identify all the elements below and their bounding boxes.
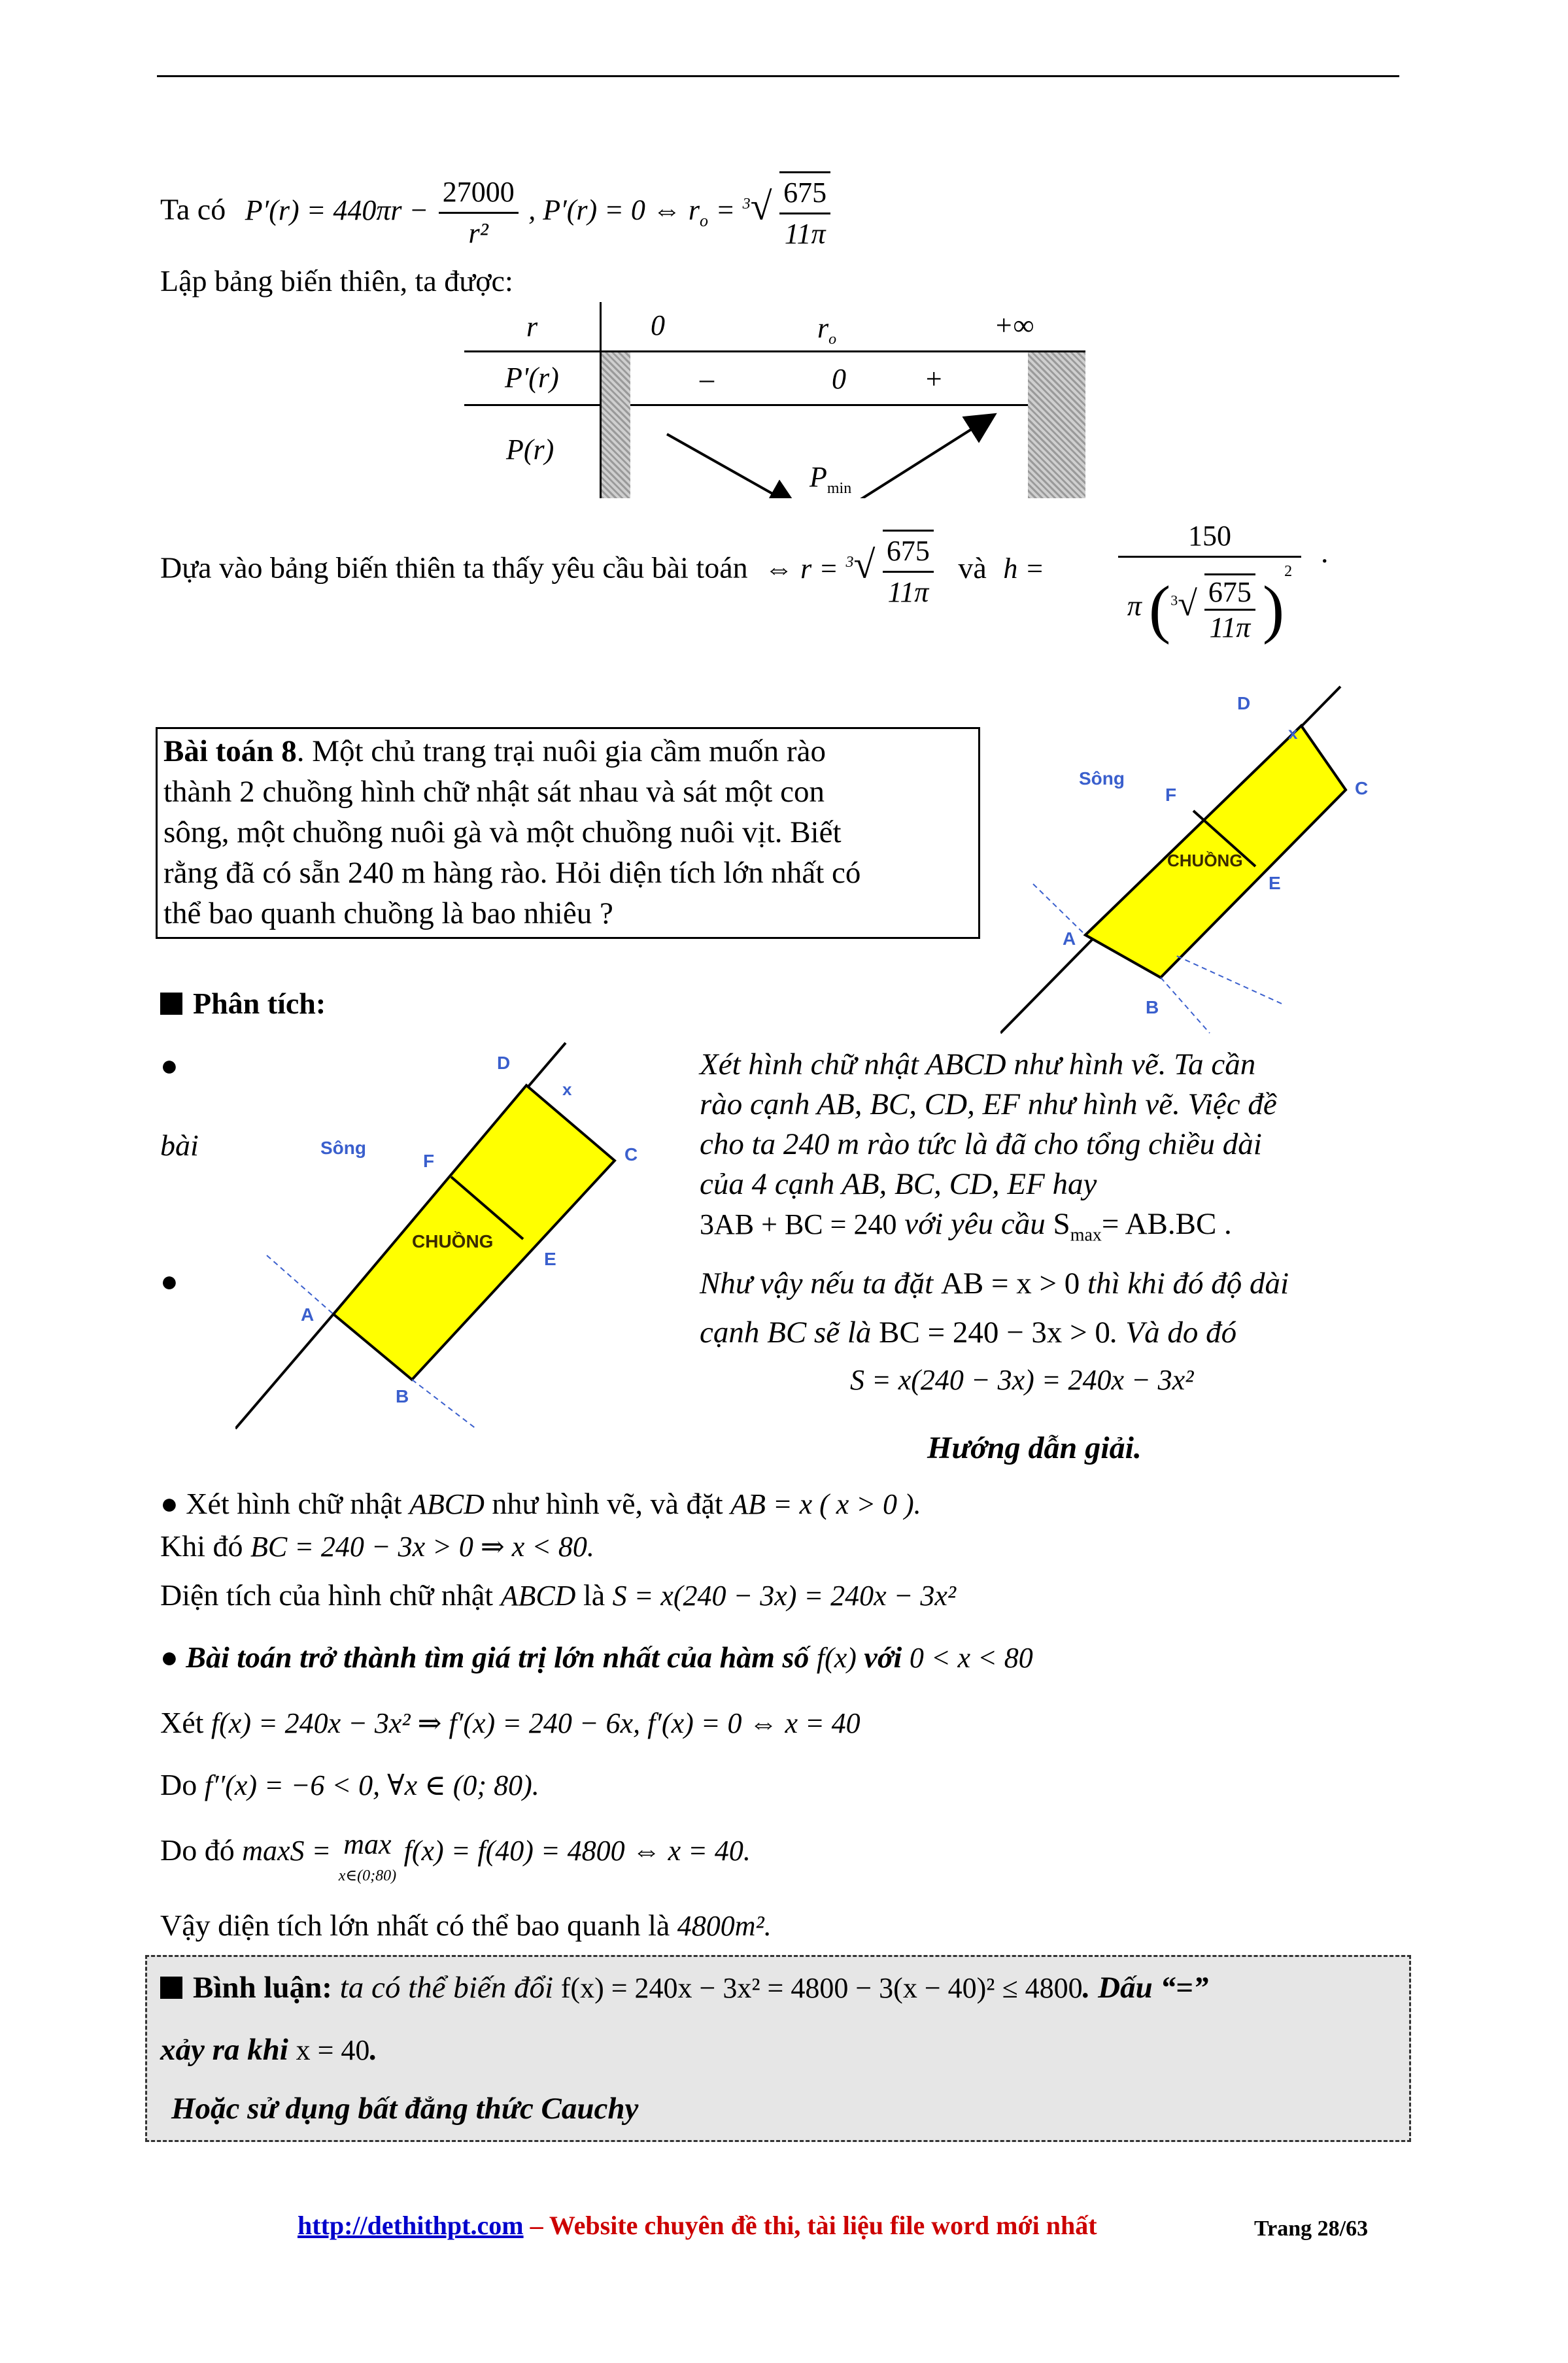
sign-zero: 0 xyxy=(832,363,846,395)
svg-text:C: C xyxy=(624,1144,638,1164)
label-a: A xyxy=(1063,928,1076,949)
variation-arrows xyxy=(464,302,1085,498)
solution-line-8: Vậy diện tích lớn nhất có thể bao quanh là 4800m². xyxy=(160,1909,772,1942)
footer-link[interactable]: http://dethithpt.com xyxy=(298,2211,524,2240)
svg-text:Sông: Sông xyxy=(320,1138,366,1158)
label-b: B xyxy=(1146,997,1159,1017)
svg-text:B: B xyxy=(396,1386,409,1406)
analysis-heading: Phân tích: xyxy=(160,984,326,1023)
variation-table xyxy=(464,302,1085,498)
dashed-extension-top xyxy=(1174,955,1282,1004)
square-bullet-icon xyxy=(160,1977,182,1999)
label-chuong: CHUỒNG xyxy=(1167,851,1243,870)
derivative-line: Ta có P′(r) = 440πr − $\frac{27000}{\text{r²}}$ , P′(r) = 0 ⇔ $r_o = ^3√$ $\frac{675}{11\pi}$ xyxy=(160,171,830,254)
svg-text:x: x xyxy=(562,1080,572,1099)
conclusion-dot: . xyxy=(1321,536,1329,569)
sign-minus: – xyxy=(700,363,714,395)
r-infinity: +∞ xyxy=(994,309,1034,341)
h-fraction: 150 π ($^3$√ $\frac{675}{11\pi}$ )$^2$ xyxy=(1118,517,1301,646)
figure-pen-analysis xyxy=(235,1040,641,1432)
r-o: $r_o$ xyxy=(817,312,837,348)
row-pprime-label: P'(r) xyxy=(505,362,559,394)
page-number: Trang 28/63 xyxy=(1254,2217,1369,2241)
solution-line-6: Do f′′(x) = −6 < 0, ∀x ∈ (0; 80). xyxy=(160,1768,539,1801)
comment-line-3: Hoặc sử dụng bất đẳng thức Cauchy xyxy=(171,2092,639,2126)
analysis-area-formula: S = x(240 − 3x) = 240x − 3x² xyxy=(850,1364,1194,1396)
solution-line-7: Do đó maxS = max x∈(0;80) f(x) = f(40) = 4800 ⇔ x = 40. xyxy=(160,1828,751,1884)
derivative-fraction: $\frac{27000}{\text{r²}}$ xyxy=(439,173,519,253)
derivative-rhs: , P′(r) = 0 ⇔ r xyxy=(528,194,700,226)
square-bullet-icon xyxy=(160,993,182,1015)
dashed-extension-bottom xyxy=(1161,978,1210,1033)
svg-text:CHUỒNG: CHUỒNG xyxy=(412,1231,494,1251)
svg-text:E: E xyxy=(544,1249,556,1269)
row-r-label: r xyxy=(526,311,538,343)
comment-line-1: Bình luận: ta có thể biến đổi f(x) = 240x − 3x² = 4800 − 3(x − 40)² ≤ 4800. Dấu “=” xyxy=(160,1968,1208,2008)
solution-line-3: Diện tích của hình chữ nhật ABCD là S = x(240 − 3x) = 240x − 3x² xyxy=(160,1578,957,1612)
bullet-1: ● xyxy=(160,1049,179,1082)
label-d: D xyxy=(1237,693,1251,713)
svg-text:D: D xyxy=(497,1053,511,1073)
analysis-paragraph: Xét hình chữ nhật ABCD như hình vẽ. Ta cần rào cạnh AB, BC, CD, EF như hình vẽ. Việc đề cho ta 240 m rào tức là đã cho tổng chiều dài của 4 cạnh AB, BC, CD, EF hay 3AB + BC = 240 với yêu cầu $S_{max}= AB.BC$ . Như vậy nếu ta đặt AB = x > 0 thì khi đó độ dài cạnh BC sẽ là BC = 240 − 3x > 0. Và do đó xyxy=(700,1047,1289,1350)
label-song: Sông xyxy=(1079,768,1125,789)
solution-heading: Hướng dẫn giải. xyxy=(927,1431,1142,1465)
derivative-lhs: P′(r) = 440πr − xyxy=(245,194,429,226)
footer-tagline: Website chuyên đề thi, tài liệu file word mới nhất xyxy=(549,2211,1097,2240)
bai-text: bài xyxy=(160,1129,199,1162)
conclusion-root: $\frac{675}{11\pi}$ xyxy=(883,530,934,612)
svg-text:A: A xyxy=(301,1304,315,1325)
header-rule xyxy=(157,75,1399,77)
problem-8-text: Bài toán 8. Một chủ trang trại nuôi gia cầm muốn rào thành 2 chuồng hình chữ nhật sát nhau và sát một con sông, một chuồng nuôi gà và một chuồng nuôi vịt. Biết rằng đã có sẵn 240 m hàng rào. Hỏi diện tích lớn nhất có thể bao quanh chuồng là bao nhiêu ? xyxy=(163,734,861,930)
footer: http://dethithpt.com – Website chuyên đề thi, tài liệu file word mới nhất xyxy=(298,2211,1097,2240)
solution-line-5: Xét f(x) = 240x − 3x² ⇒ f′(x) = 240 − 6x, f′(x) = 0 ⇔ x = 40 xyxy=(160,1706,861,1739)
sign-plus: + xyxy=(924,363,944,395)
table-intro: Lập bảng biến thiên, ta được: xyxy=(160,264,513,298)
ta-co-text: Ta có xyxy=(160,192,226,226)
svg-text:F: F xyxy=(423,1151,435,1171)
figure-pen-large xyxy=(1000,680,1393,1046)
row-p-label: P(r) xyxy=(506,434,554,466)
root-fraction: $\frac{675}{11\pi}$ xyxy=(779,171,830,254)
comment-line-2: xảy ra khi x = 40. xyxy=(160,2033,378,2067)
solution-line-4: ● Bài toán trở thành tìm giá trị lớn nhất của hàm số f(x) với 0 < x < 80 xyxy=(160,1640,1033,1674)
p-min: $P_{min}$ xyxy=(810,461,852,497)
solution-line-2: Khi đó BC = 240 − 3x > 0 ⇒ x < 80. xyxy=(160,1529,594,1563)
r-zero: 0 xyxy=(651,309,665,341)
label-f: F xyxy=(1165,785,1177,805)
solution-line-1: ● Xét hình chữ nhật ABCD như hình vẽ, và đặt AB = x ( x > 0 ). xyxy=(160,1487,921,1520)
label-x: x xyxy=(1288,723,1298,743)
label-e: E xyxy=(1269,873,1281,893)
conclusion-line: Dựa vào bảng biến thiên ta thấy yêu cầu bài toán ⇔ r = $^3$√ $\frac{675}{11\pi}$ và h = xyxy=(160,530,1044,612)
label-c: C xyxy=(1355,778,1369,798)
bullet-2: ● xyxy=(160,1265,179,1298)
